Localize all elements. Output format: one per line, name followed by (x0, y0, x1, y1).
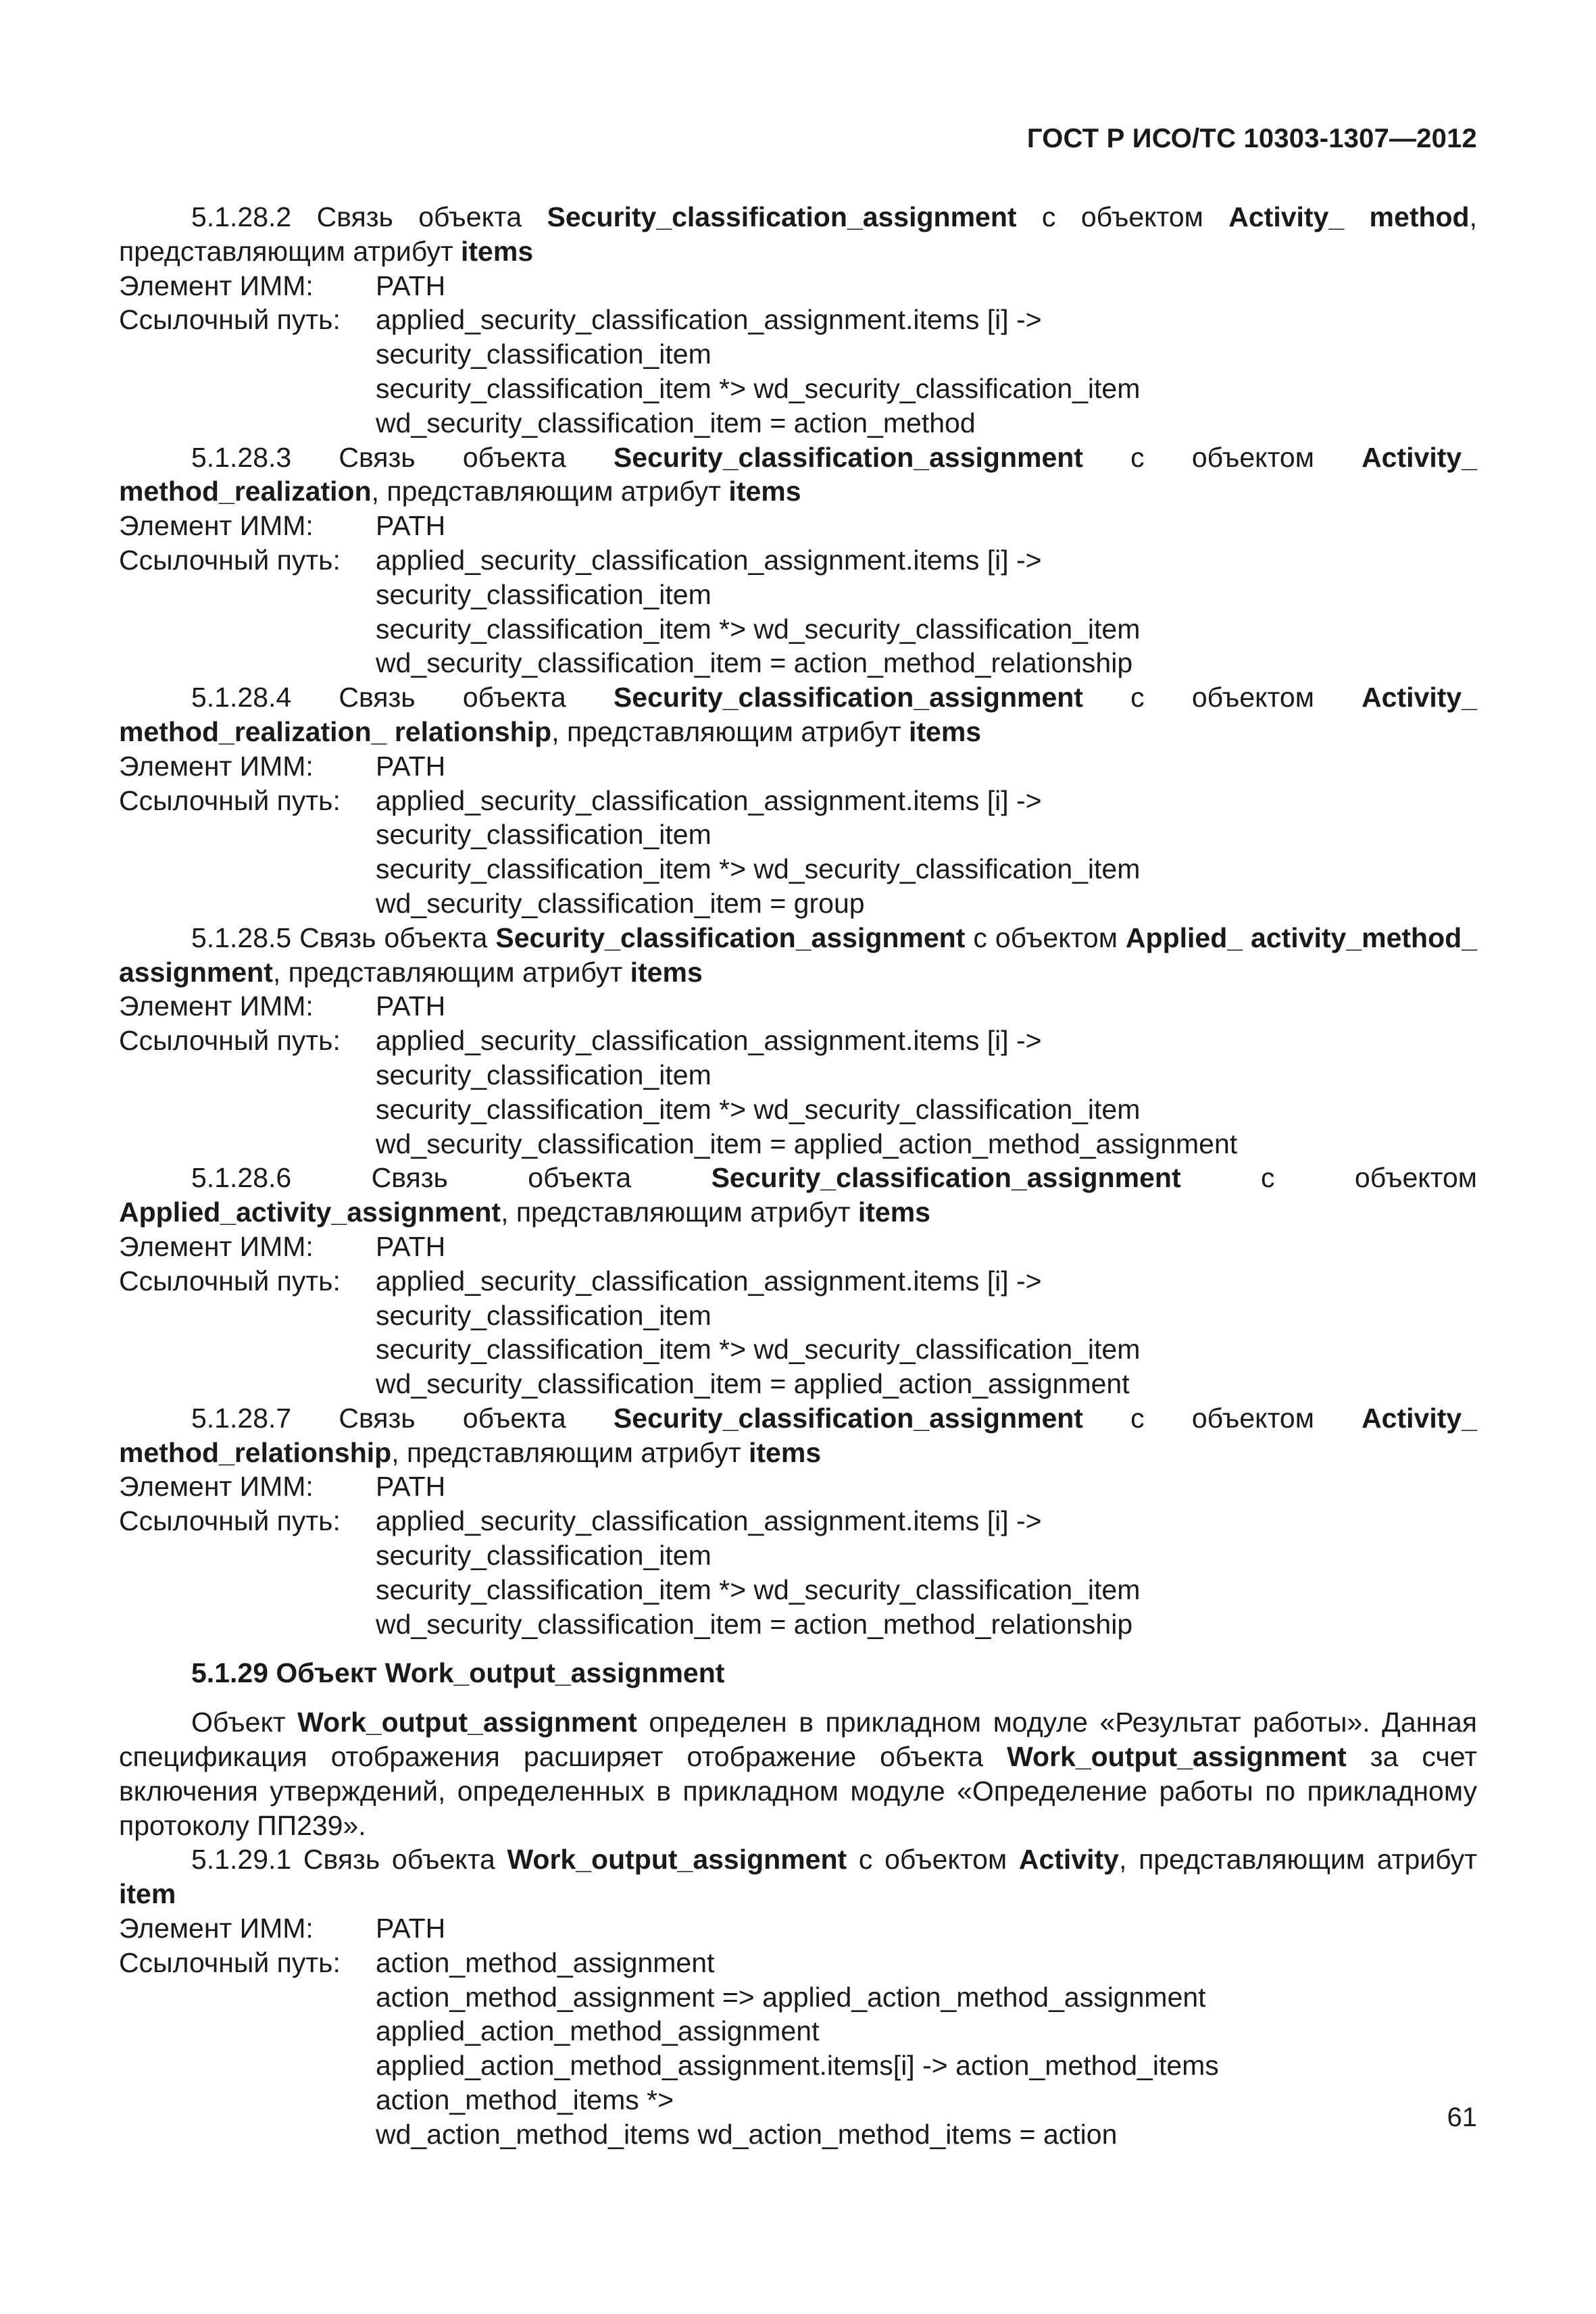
section-5-1-29-1 (119, 1842, 1477, 2151)
section-text: Связь объекта (291, 682, 614, 713)
section-number: 5.1.28.2 (191, 201, 292, 232)
aim-element-row (119, 1911, 1477, 1946)
ref-path-label: Ссылочный путь: (119, 1505, 341, 1537)
section-5-1-28-3 (119, 441, 1477, 681)
path-line: action_method_assignment (376, 1946, 715, 1978)
path-line: action_method_assignment => applied_action_method_assignment (376, 1981, 1206, 2013)
section-title (119, 1161, 1477, 1230)
path-continuation (376, 1058, 1477, 1161)
entity-name: Security_classification_assignment (613, 1402, 1083, 1434)
section-title (119, 441, 1477, 509)
path-line: wd_security_classification_item = action_method_relationship (376, 1608, 1133, 1640)
section-text: , представляющим атрибут (1118, 1844, 1478, 1876)
attribute-name: items (728, 476, 801, 507)
section-title (119, 680, 1477, 749)
path-line: security_classification_item (376, 1540, 712, 1571)
section-text: , представляющим атрибут (551, 715, 909, 747)
attribute-name: items (749, 1436, 822, 1468)
section-text: , представляющим атрибут (371, 476, 729, 507)
aim-element-value: PATH (376, 1230, 446, 1262)
attribute-name: items (630, 956, 703, 988)
aim-element-label: Элемент ИММ: (119, 1471, 314, 1503)
path-line: wd_security_classification_item = action_method_relationship (376, 647, 1133, 679)
section-number: 5.1.29.1 (191, 1844, 292, 1876)
entity-name: Security_classification_assignment (613, 441, 1083, 473)
path-continuation (376, 818, 1477, 920)
intro-text: Объект (191, 1707, 298, 1738)
target-entity-name: Activity_ method_realization_ relationship (119, 682, 1477, 747)
section-text: Связь объекта (291, 1402, 614, 1434)
attribute-name: item (119, 1878, 176, 1910)
section-text: Связь объекта (291, 441, 614, 473)
ref-path-label: Ссылочный путь: (119, 544, 341, 576)
ref-path-row (119, 784, 1477, 818)
path-line: security_classification_item (376, 578, 712, 610)
aim-element-value: PATH (376, 510, 446, 542)
aim-element-value: PATH (376, 990, 446, 1022)
section-number: 5.1.28.5 (191, 922, 292, 953)
section-text: Связь объекта (291, 201, 547, 232)
ref-path-row (119, 543, 1477, 578)
section-title (119, 1842, 1477, 1911)
entity-name: Security_classification_assignment (613, 682, 1083, 713)
path-line: security_classification_item *> wd_security_classification_item (376, 1334, 1141, 1365)
page-number: 61 (1447, 2103, 1477, 2132)
path-line: applied_action_method_assignment.items[i] -> action_method_items (376, 2050, 1219, 2082)
aim-element-row (119, 1230, 1477, 1264)
entity-name: Work_output_assignment (507, 1844, 847, 1876)
path-line: security_classification_item *> wd_security_classification_item (376, 372, 1141, 404)
path-line: security_classification_item (376, 1059, 712, 1090)
aim-element-value: PATH (376, 270, 446, 301)
section-number: 5.1.28.4 (191, 682, 292, 713)
path-continuation (376, 578, 1477, 680)
aim-element-value: PATH (376, 1913, 446, 1944)
target-entity-name: Activity_ method_relationship (119, 1402, 1477, 1468)
intro-text: за счет включения утверждений, определенных в прикладном модуле «Определение работы по прикладному протоколу ПП239». (119, 1741, 1477, 1841)
entity-name: Work_output_assignment (1007, 1741, 1347, 1773)
path-line: wd_security_classification_item = group (376, 887, 865, 919)
aim-element-value: PATH (376, 1471, 446, 1503)
aim-element-label: Элемент ИММ: (119, 270, 314, 301)
path-line: applied_security_classification_assignment.items [i] -> (376, 1265, 1042, 1297)
path-continuation (376, 1538, 1477, 1641)
ref-path-row (119, 303, 1477, 337)
path-line: wd_security_classification_item = action_method (376, 407, 976, 438)
aim-element-row (119, 989, 1477, 1024)
path-line: wd_security_classification_item = applied_action_assignment (376, 1368, 1130, 1400)
path-line: security_classification_item *> wd_security_classification_item (376, 853, 1141, 885)
section-number: 5.1.28.3 (191, 441, 292, 473)
section-5-1-28-5 (119, 921, 1477, 1161)
section-text: Связь объекта (291, 1844, 507, 1876)
intro-paragraph (119, 1705, 1477, 1842)
intro-text: определен в прикладном модуле «Результат работы». Данная спецификация отображения расширяет отображение объекта (119, 1707, 1477, 1773)
section-text: , представляющим атрибут (119, 201, 1478, 267)
standard-designation: ГОСТ Р ИСО/ТС 10303-1307—2012 (1026, 124, 1477, 153)
path-continuation (376, 337, 1477, 440)
path-line: wd_security_classification_item = applied_action_method_assignment (376, 1128, 1238, 1159)
aim-element-row (119, 509, 1477, 543)
path-line: security_classification_item *> wd_security_classification_item (376, 1574, 1141, 1605)
path-continuation (376, 1980, 1477, 2152)
aim-element-label: Элемент ИММ: (119, 510, 314, 542)
path-line: action_method_items *> (376, 2084, 674, 2116)
aim-element-label: Элемент ИММ: (119, 750, 314, 782)
entity-name: Security_classification_assignment (495, 922, 966, 953)
entity-name: Security_classification_assignment (711, 1162, 1181, 1194)
aim-element-row (119, 1469, 1477, 1504)
target-entity-name: Activity_ method (1228, 201, 1470, 232)
section-text: , представляющим атрибут (391, 1436, 749, 1468)
section-5-1-28-4 (119, 680, 1477, 921)
section-text: с объектом (965, 922, 1126, 953)
section-text: Связь объекта (291, 1162, 712, 1194)
path-line: applied_security_classification_assignment.items [i] -> (376, 784, 1042, 816)
path-line: applied_security_classification_assignment.items [i] -> (376, 544, 1042, 576)
section-5-1-28-2 (119, 200, 1477, 441)
ref-path-row (119, 1504, 1477, 1538)
ref-path-label: Ссылочный путь: (119, 1025, 341, 1057)
attribute-name: items (857, 1197, 930, 1228)
attribute-name: items (908, 715, 982, 747)
ref-path-row (119, 1024, 1477, 1058)
section-5-1-28-6 (119, 1161, 1477, 1401)
page-content (119, 200, 1477, 2152)
target-entity-name: Applied_activity_assignment (119, 1197, 501, 1228)
section-number: 5.1.28.7 (191, 1402, 292, 1434)
aim-element-value: PATH (376, 750, 446, 782)
ref-path-label: Ссылочный путь: (119, 1946, 341, 1978)
section-heading-5-1-29: 5.1.29 Объект Work_output_assignment (191, 1657, 725, 1689)
path-line: security_classification_item (376, 338, 712, 370)
path-line: applied_security_classification_assignment.items [i] -> (376, 1025, 1042, 1057)
section-text: с объектом (1082, 682, 1362, 713)
path-continuation (376, 1299, 1477, 1401)
path-line: applied_security_classification_assignment.items [i] -> (376, 1505, 1042, 1537)
aim-element-row (119, 749, 1477, 784)
aim-element-label: Элемент ИММ: (119, 1230, 314, 1262)
section-number: 5.1.28.6 (191, 1162, 292, 1194)
section-text: , представляющим атрибут (272, 956, 630, 988)
section-text: с объектом (1180, 1162, 1477, 1194)
target-entity-name: Activity (1018, 1844, 1119, 1876)
path-line: security_classification_item (376, 819, 712, 851)
section-text: с объектом (1016, 201, 1229, 232)
entity-name: Security_classification_assignment (547, 201, 1017, 232)
path-line: security_classification_item *> wd_security_classification_item (376, 613, 1141, 645)
path-line: applied_security_classification_assignment.items [i] -> (376, 304, 1042, 336)
entity-name: Work_output_assignment (297, 1707, 637, 1738)
ref-path-label: Ссылочный путь: (119, 304, 341, 336)
ref-path-label: Ссылочный путь: (119, 1265, 341, 1297)
target-entity-name: Applied_ activity_method_ assignment (119, 922, 1477, 988)
section-text: с объектом (847, 1844, 1019, 1876)
section-title (119, 1401, 1477, 1470)
section-5-1-28-7 (119, 1401, 1477, 1642)
path-line: security_classification_item *> wd_security_classification_item (376, 1093, 1141, 1125)
target-entity-name: Activity_ method_realization (119, 441, 1477, 507)
section-text: с объектом (1082, 441, 1362, 473)
section-text: , представляющим атрибут (501, 1197, 858, 1228)
path-line: security_classification_item (376, 1299, 712, 1331)
aim-element-label: Элемент ИММ: (119, 990, 314, 1022)
section-text: Связь объекта (291, 922, 496, 953)
ref-path-label: Ссылочный путь: (119, 784, 341, 816)
section-title (119, 200, 1477, 269)
section-title (119, 921, 1477, 990)
attribute-name: items (461, 235, 534, 267)
ref-path-row (119, 1946, 1477, 1980)
ref-path-row (119, 1264, 1477, 1299)
path-line: applied_action_method_assignment (376, 2015, 820, 2047)
section-text: с объектом (1082, 1402, 1362, 1434)
aim-element-row (119, 269, 1477, 303)
path-line: wd_action_method_items wd_action_method_items = action (376, 2118, 1118, 2150)
aim-element-label: Элемент ИММ: (119, 1913, 314, 1944)
